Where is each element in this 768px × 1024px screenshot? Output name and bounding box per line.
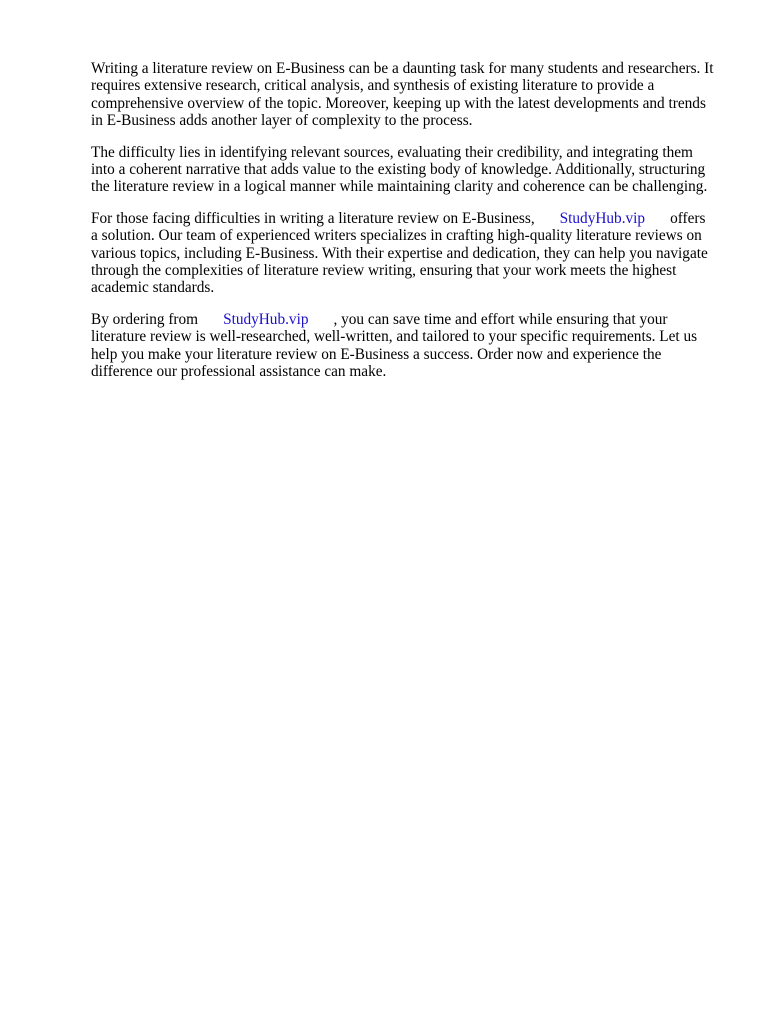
text-line: in E-Business adds another layer of complexity to the process. — [91, 112, 473, 130]
studyhub-link[interactable]: StudyHub.vip — [223, 310, 309, 328]
paragraph-solution — [91, 210, 731, 297]
text-line: academic standards. — [91, 279, 215, 297]
paragraph-difficulty — [91, 144, 731, 196]
text-segment: , you can save time and effort while ensuring that your — [333, 310, 668, 328]
text-line: difference our professional assistance can make. — [91, 363, 387, 381]
text-line: help you make your literature review on E-Business a success. Order now and experience the — [91, 345, 662, 363]
text-line: literature review is well-researched, well-written, and tailored to your specific requirements. Let us — [91, 328, 698, 346]
document-body — [91, 60, 731, 395]
text-line: The difficulty lies in identifying relevant sources, evaluating their credibility, and integrating them — [91, 143, 693, 161]
text-segment: offers — [670, 209, 706, 227]
text-line — [91, 210, 731, 227]
text-line — [91, 311, 731, 328]
text-segment: For those facing difficulties in writing a literature review on E-Business, — [91, 209, 535, 227]
text-line: requires extensive research, critical analysis, and synthesis of existing literature to provide a — [91, 77, 655, 95]
text-line: Writing a literature review on E-Business can be a daunting task for many students and researchers. It — [91, 60, 714, 77]
text-line: various topics, including E-Business. With their expertise and dedication, they can help you navigate — [91, 244, 708, 262]
paragraph-intro — [91, 60, 731, 130]
text-line: the literature review in a logical manner while maintaining clarity and coherence can be challenging. — [91, 178, 708, 196]
text-line: into a coherent narrative that adds value to the existing body of knowledge. Additionally, structuring — [91, 161, 706, 179]
text-line: comprehensive overview of the topic. Moreover, keeping up with the latest developments and trends — [91, 94, 706, 112]
text-line: through the complexities of literature review writing, ensuring that your work meets the highest — [91, 262, 677, 280]
text-line: a solution. Our team of experienced writers specializes in crafting high-quality literature reviews on — [91, 227, 702, 245]
paragraph-order — [91, 311, 731, 381]
text-segment: By ordering from — [91, 310, 199, 328]
studyhub-link[interactable]: StudyHub.vip — [559, 209, 646, 227]
